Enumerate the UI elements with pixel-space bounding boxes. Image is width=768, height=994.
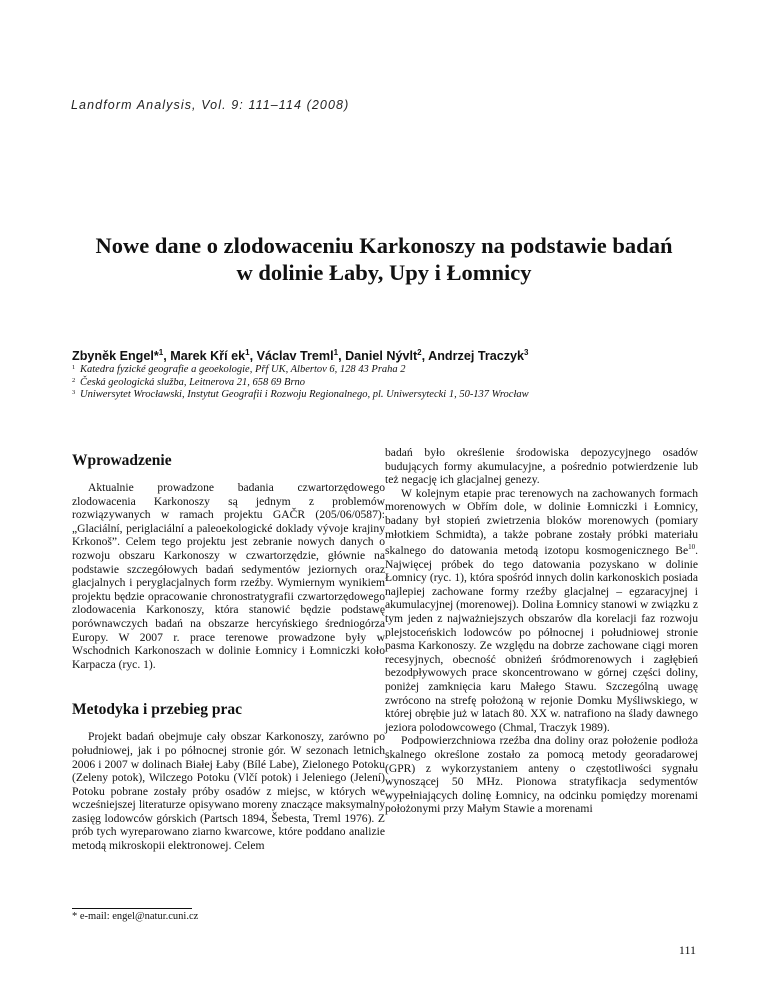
author: Václav Treml$^1$, (256, 347, 346, 363)
section-heading-introduction: Wprowadzenie (72, 452, 172, 469)
author: Daniel Nývlt$^2$, (345, 347, 429, 363)
left-column (72, 452, 385, 853)
footnote-rule (72, 908, 192, 909)
affiliation: 2 Česká geologická služba, Leitnerova 21, 658 69 Brno (72, 376, 306, 388)
introduction-paragraph: Aktualnie prowadzone badania czwartorzędowego zlodowacenia Karkonoszy są jednym z problemów rozwiązywanych w ramach projektu GAČR (205/06/0587): „Glaciální, periglaciální a paleoekologické doklady vývoje krajiny Krkonoš”. Celem tego projektu jest zebranie nowych danych o rozwoju obszaru Karkonoszy w czwartorzędzie, głównie na podstawie szczegółowych badań sedymentów jeziornych oraz glacjalnych i peryglacjalnych form rzeźby. Wymiernym wynikiem projektu będzie opracowanie chronostratygrafii czwartorzędowego zlodowacenia Karkonoszy, która stanowić będzie podstawę porównawczych badań na obszarze hercyńskiego średniogórza Europy. W 2007 r. prace terenowe prowadzone były w Wschodnich Karkonoszach w dolinie Łomnicy i Łomniczki koło Karpacza (ryc. 1). (72, 481, 385, 671)
methods-paragraph: Projekt badań obejmuje cały obszar Karkonoszy, zarówno po południowej, jak i po północnej stronie gór. W sezonach letnich 2006 i 2007 w dolinach Białej Łaby (Bílé Labe), Zielonego Potoku (Zeleny potok), Wilczego Potoku (Vlčí potok) i Jeleniego (Jelení) Potoku pobrane zostały próby osadów z miejsc, w których we wcześniejszej literaturze opisywano moreny znaczące maksymalny zasięg lodowców górskich (Partsch 1894, Šebesta, Treml 1976). Z prób tych wyreparowano ziarno kwarcowe, które poddano analizie metodą mikroskopii elektronowej. Celem (72, 730, 385, 853)
page-number: 111 (678, 943, 696, 957)
affiliation: 3 Uniwersytet Wrocławski, Instytut Geografii i Rozwoju Regionalnego, pl. Uniwersytecki 1, 50-137 Wrocław (72, 389, 529, 401)
body-paragraph: Podpowierzchniowa rzeźba dna doliny oraz położenie podłoża skalnego określone zostało za pomocą metody georadarowej (GPR) z wykorzystaniem anteny o częstotliwości sygnału wynoszącej 50 MHz. Pionowa stratyfikacja sedymentów wypełniających dolinę Łomnicy, na odcinku pomiędzy morenami położonymi przy Małym Stawie a morenami (385, 734, 698, 816)
right-column (385, 446, 698, 816)
body-paragraph: badań było określenie środowiska depozycyjnego osadów budujących formy akumulacyjne, a pośrednio potwierdzenie lub też negację ich glacjalnej genezy. (385, 446, 698, 487)
body-paragraph: W kolejnym etapie prac terenowych na zachowanych formach morenowych w Obřím dole, w dolinie Łomniczki i Łomnicy, badany był stopień zwietrzenia bloków morenowych (pomiary młotkiem Schmidta), a także pobrane zostały próbki materiału skalnego do datowania metodą izotopu kosmogenicznego Be$^{10}$. Najwięcej próbek do tego datowania pozyskano w dolinie Łomnicy (ryc. 1), która spośród innych dolin karkonoskich posiada najlepiej zachowane formy rzeźby glacjalnej – egzaracyjnej i akumulacyjnej (morenowej). Dolina Łomnicy stanowi w związku z tym jeden z najważniejszych obszarów dla korelacji faz rozwoju plejstoceńskich lodowców po północnej i południowej stronie pasma Karkonoszy. Ze względu na dobrze zachowane ciągi moren recesyjnych, obecność obniżeń śródmorenowych i zagłębień bezodpływowych prace skoncentrowano w górnej części doliny, poniżej zamknięcia karu Małego Stawu. Szczególną uwagę zwrócono na strefę położoną w rejonie Domku Myśliwskiego, w której obrębie już w latach 80. XX w. natrafiono na ślady dawnego jeziora polodowcowego (Chmal, Traczyk 1989). (385, 486, 698, 734)
section-heading-methods: Metodyka i przebieg prac (72, 701, 243, 719)
affiliation: 1 Katedra fyzické geografie a geoekologie, Přf UK, Albertov 6, 128 43 Praha 2 (72, 364, 406, 375)
title-line-2: w dolinie Łaby, Upy i Łomnicy (236, 260, 532, 285)
author: Zbyněk Engel*$^1$, (72, 347, 171, 363)
author: Marek Kří $ek^1$, (170, 347, 257, 363)
article-title (60, 232, 708, 286)
footnote-email: * e-mail: engel@natur.cuni.cz (72, 911, 199, 922)
author: Andrzej Traczyk$^3$ (428, 347, 529, 363)
journal-header: Landform Analysis, Vol. 9: 111–114 (2008) (71, 98, 350, 112)
title-line-1: Nowe dane o zlodowaceniu Karkonoszy na podstawie badań (95, 233, 673, 258)
author-list (72, 349, 529, 363)
affiliations (72, 364, 712, 402)
